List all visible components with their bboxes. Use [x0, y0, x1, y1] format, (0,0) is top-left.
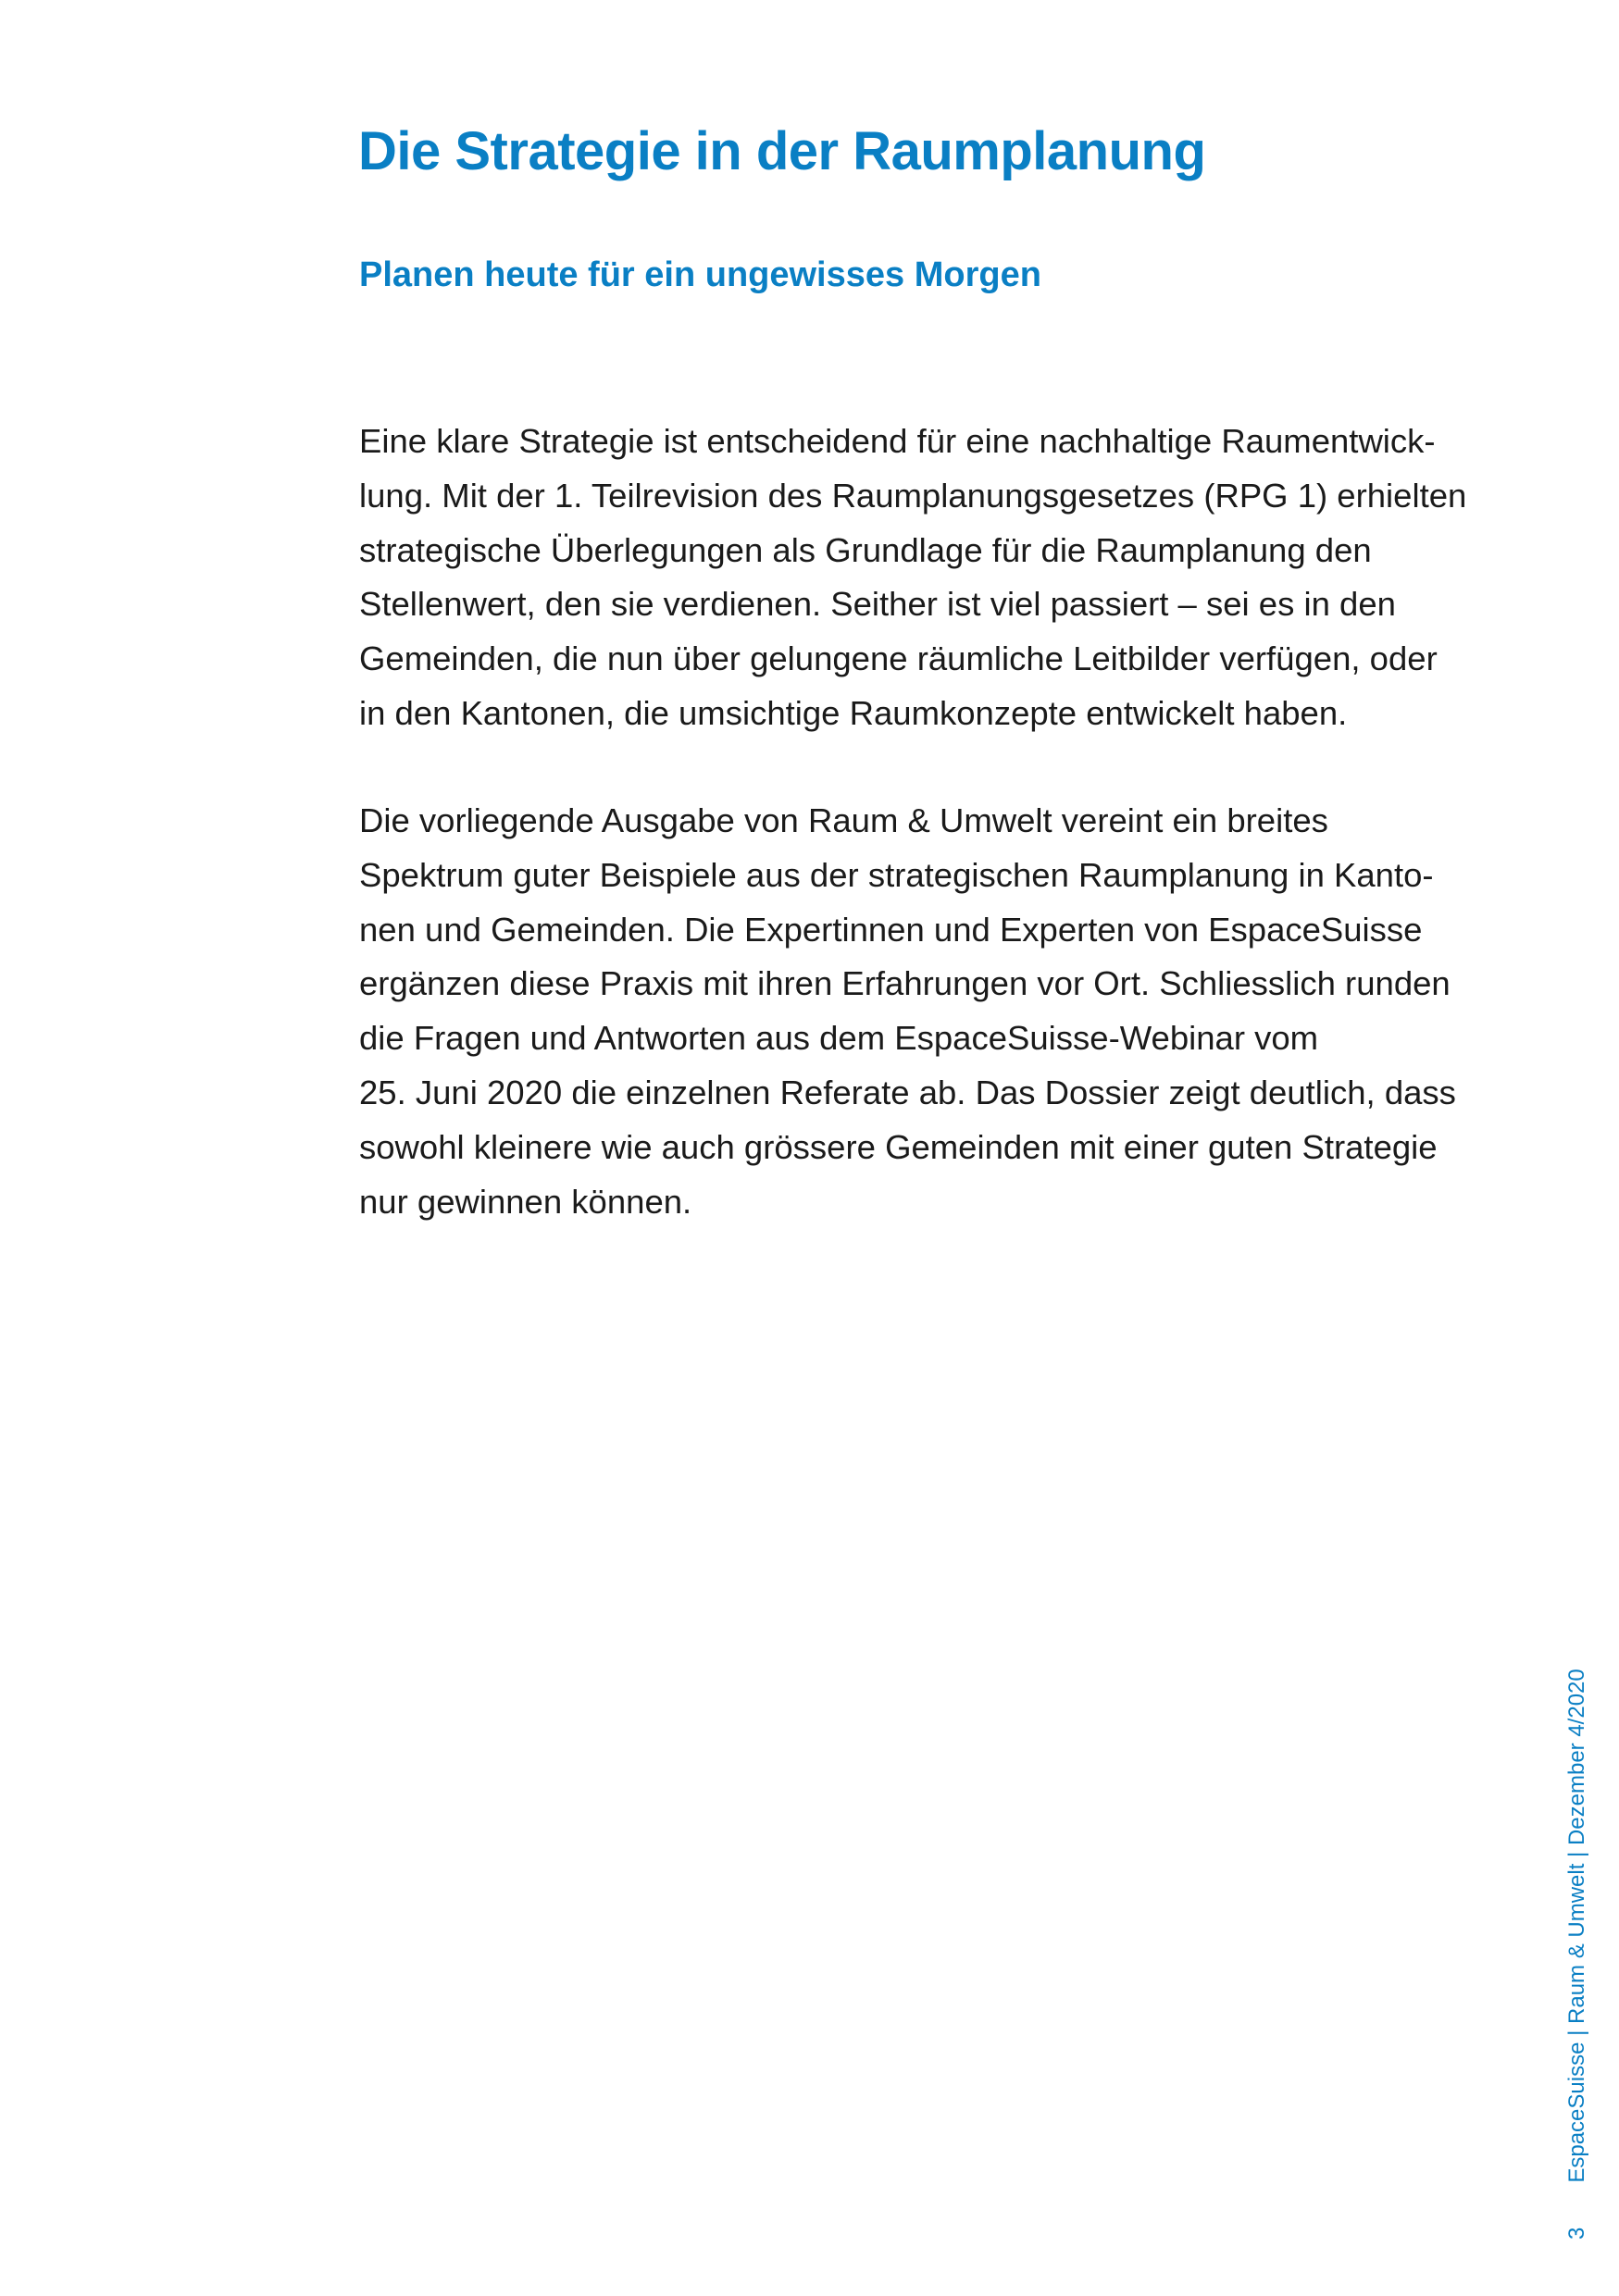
text-line: Stellenwert, den sie verdienen. Seither ist viel passiert – sei es in den	[359, 585, 1396, 624]
publication-info: EspaceSuisse | Raum & Umwelt | Dezember 4/2020	[1564, 1669, 1589, 2183]
page-subtitle: Planen heute für ein ungewisses Morgen	[359, 255, 1041, 294]
text-line: Spektrum guter Beispiele aus der strategischen Raumplanung in Kanto-	[359, 855, 1434, 894]
text-line: in den Kantonen, die umsichtige Raumkonzepte entwickelt haben.	[359, 693, 1348, 732]
text-line: strategische Überlegungen als Grundlage für die Raumplanung den	[359, 530, 1372, 569]
text-line: lung. Mit der 1. Teilrevision des Raumplanungsgesetzes (RPG 1) erhielten	[359, 476, 1467, 515]
body-paragraph-2	[359, 794, 1456, 1229]
page-footer	[1564, 1669, 1590, 2240]
text-line: nen und Gemeinden. Die Expertinnen und Experten von EspaceSuisse	[359, 910, 1423, 949]
text-line: die Fragen und Antworten aus dem EspaceSuisse-Webinar vom	[359, 1019, 1319, 1058]
text-line: 25. Juni 2020 die einzelnen Referate ab. Das Dossier zeigt deutlich, dass	[359, 1073, 1456, 1111]
text-line: Die vorliegende Ausgabe von Raum & Umwelt vereint ein breites	[359, 801, 1328, 839]
page-number: 3	[1564, 2227, 1589, 2240]
page-title: Die Strategie in der Raumplanung	[358, 121, 1206, 181]
text-line: sowohl kleinere wie auch grössere Gemeinden mit einer guten Strategie	[359, 1127, 1438, 1166]
body-paragraph-1	[359, 415, 1466, 741]
text-line: ergänzen diese Praxis mit ihren Erfahrungen vor Ort. Schliesslich runden	[359, 964, 1451, 1003]
text-line: Gemeinden, die nun über gelungene räumliche Leitbilder verfügen, oder	[359, 639, 1438, 678]
text-line: nur gewinnen können.	[359, 1182, 692, 1221]
text-line: Eine klare Strategie ist entscheidend für eine nachhaltige Raumentwick-	[359, 422, 1436, 460]
